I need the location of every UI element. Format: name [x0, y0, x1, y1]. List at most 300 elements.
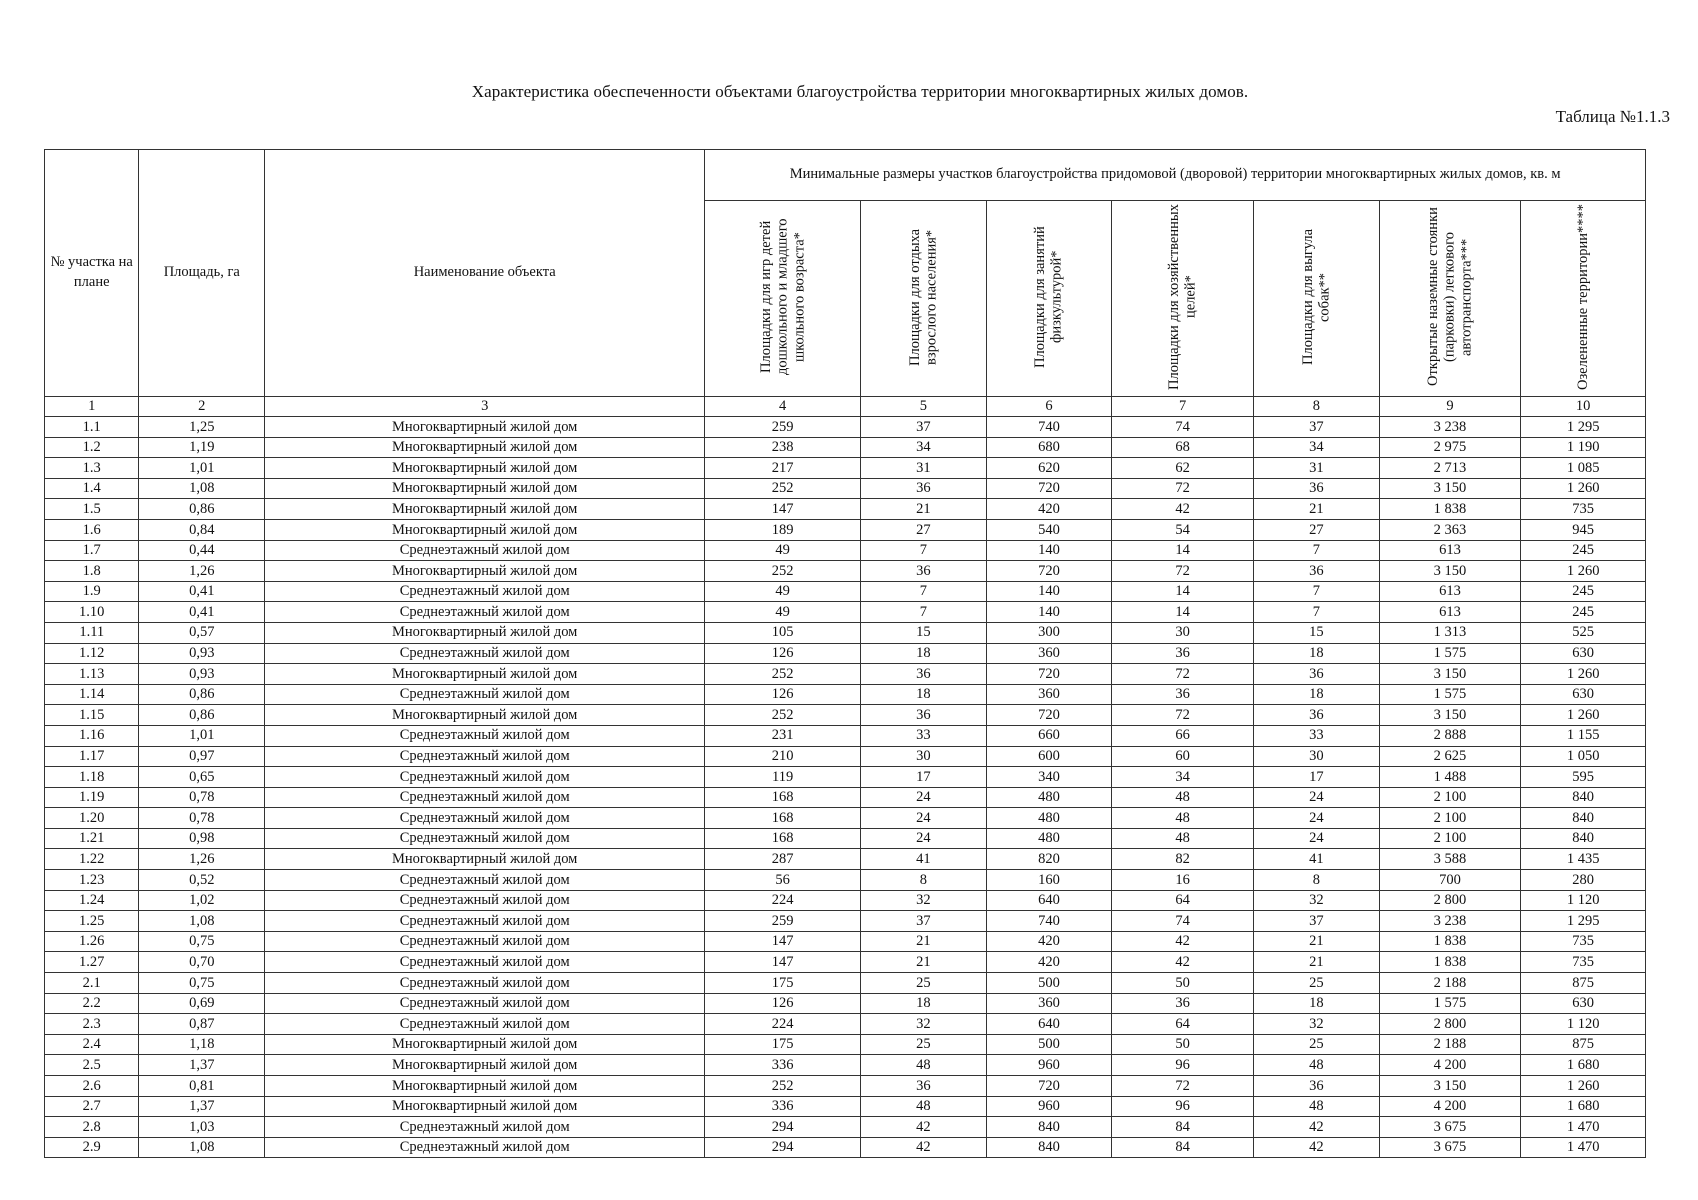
cell-green-areas: 945 — [1521, 519, 1646, 540]
cell-plot-number: 1.23 — [45, 870, 139, 891]
table-row — [45, 1137, 1646, 1158]
cell-green-areas: 630 — [1521, 643, 1646, 664]
cell-plot-number: 1.6 — [45, 519, 139, 540]
cell-adult-rest-areas: 27 — [861, 519, 987, 540]
cell-household-areas: 74 — [1112, 417, 1254, 438]
cell-dog-walking-areas: 33 — [1254, 725, 1380, 746]
header-household-areas-label: Площадки для хозяйственных целей* — [1165, 203, 1199, 390]
table-row — [45, 1076, 1646, 1097]
cell-adult-rest-areas: 15 — [861, 622, 987, 643]
cell-adult-rest-areas: 33 — [861, 725, 987, 746]
cell-dog-walking-areas: 36 — [1254, 478, 1380, 499]
table-row — [45, 1014, 1646, 1035]
cell-household-areas: 84 — [1112, 1137, 1254, 1158]
cell-parking: 2 188 — [1379, 973, 1521, 994]
cell-household-areas: 50 — [1112, 973, 1254, 994]
cell-plot-number: 1.21 — [45, 828, 139, 849]
cell-children-playgrounds: 147 — [705, 931, 861, 952]
cell-object-name: Многоквартирный жилой дом — [265, 478, 705, 499]
cell-area: 0,65 — [139, 767, 265, 788]
cell-sport-areas: 500 — [986, 973, 1112, 994]
cell-green-areas: 1 050 — [1521, 746, 1646, 767]
cell-parking: 2 713 — [1379, 458, 1521, 479]
cell-green-areas: 630 — [1521, 684, 1646, 705]
cell-adult-rest-areas: 32 — [861, 1014, 987, 1035]
cell-adult-rest-areas: 17 — [861, 767, 987, 788]
cell-parking: 3 150 — [1379, 705, 1521, 726]
cell-household-areas: 42 — [1112, 931, 1254, 952]
cell-object-name: Среднеэтажный жилой дом — [265, 911, 705, 932]
cell-plot-number: 1.9 — [45, 581, 139, 602]
cell-dog-walking-areas: 8 — [1254, 870, 1380, 891]
cell-area: 0,87 — [139, 1014, 265, 1035]
cell-dog-walking-areas: 42 — [1254, 1117, 1380, 1138]
cell-plot-number: 1.3 — [45, 458, 139, 479]
cell-household-areas: 42 — [1112, 499, 1254, 520]
cell-parking: 2 100 — [1379, 808, 1521, 829]
column-number: 3 — [265, 397, 705, 417]
cell-dog-walking-areas: 25 — [1254, 1034, 1380, 1055]
cell-children-playgrounds: 294 — [705, 1137, 861, 1158]
cell-plot-number: 1.27 — [45, 952, 139, 973]
cell-household-areas: 82 — [1112, 849, 1254, 870]
cell-area: 0,78 — [139, 787, 265, 808]
table-row — [45, 643, 1646, 664]
table-row — [45, 437, 1646, 458]
cell-adult-rest-areas: 24 — [861, 787, 987, 808]
column-number: 9 — [1379, 397, 1521, 417]
cell-object-name: Многоквартирный жилой дом — [265, 705, 705, 726]
cell-object-name: Среднеэтажный жилой дом — [265, 787, 705, 808]
cell-object-name: Среднеэтажный жилой дом — [265, 870, 705, 891]
cell-area: 0,86 — [139, 684, 265, 705]
header-dog-walking-areas — [1254, 201, 1380, 397]
header-children-playgrounds — [705, 201, 861, 397]
cell-adult-rest-areas: 41 — [861, 849, 987, 870]
cell-sport-areas: 600 — [986, 746, 1112, 767]
cell-object-name: Многоквартирный жилой дом — [265, 664, 705, 685]
cell-children-playgrounds: 252 — [705, 705, 861, 726]
cell-household-areas: 66 — [1112, 725, 1254, 746]
cell-children-playgrounds: 119 — [705, 767, 861, 788]
cell-dog-walking-areas: 18 — [1254, 993, 1380, 1014]
cell-household-areas: 68 — [1112, 437, 1254, 458]
cell-parking: 3 675 — [1379, 1117, 1521, 1138]
cell-children-playgrounds: 168 — [705, 787, 861, 808]
cell-green-areas: 1 260 — [1521, 705, 1646, 726]
cell-sport-areas: 160 — [986, 870, 1112, 891]
cell-sport-areas: 360 — [986, 993, 1112, 1014]
cell-children-playgrounds: 49 — [705, 602, 861, 623]
cell-household-areas: 54 — [1112, 519, 1254, 540]
cell-green-areas: 875 — [1521, 973, 1646, 994]
cell-green-areas: 735 — [1521, 952, 1646, 973]
cell-object-name: Среднеэтажный жилой дом — [265, 540, 705, 561]
cell-sport-areas: 740 — [986, 417, 1112, 438]
cell-children-playgrounds: 126 — [705, 993, 861, 1014]
cell-parking: 1 575 — [1379, 643, 1521, 664]
cell-adult-rest-areas: 37 — [861, 911, 987, 932]
cell-children-playgrounds: 168 — [705, 828, 861, 849]
cell-sport-areas: 960 — [986, 1096, 1112, 1117]
cell-household-areas: 96 — [1112, 1055, 1254, 1076]
cell-object-name: Среднеэтажный жилой дом — [265, 952, 705, 973]
cell-children-playgrounds: 259 — [705, 417, 861, 438]
cell-green-areas: 1 470 — [1521, 1117, 1646, 1138]
cell-plot-number: 2.9 — [45, 1137, 139, 1158]
cell-plot-number: 1.22 — [45, 849, 139, 870]
cell-area: 1,08 — [139, 1137, 265, 1158]
cell-area: 1,01 — [139, 458, 265, 479]
cell-sport-areas: 720 — [986, 561, 1112, 582]
cell-object-name: Многоквартирный жилой дом — [265, 561, 705, 582]
cell-sport-areas: 140 — [986, 540, 1112, 561]
cell-adult-rest-areas: 42 — [861, 1117, 987, 1138]
cell-object-name: Среднеэтажный жилой дом — [265, 993, 705, 1014]
cell-dog-walking-areas: 21 — [1254, 931, 1380, 952]
cell-area: 0,86 — [139, 705, 265, 726]
cell-area: 0,44 — [139, 540, 265, 561]
table-row — [45, 540, 1646, 561]
cell-dog-walking-areas: 34 — [1254, 437, 1380, 458]
cell-sport-areas: 360 — [986, 684, 1112, 705]
header-green-areas-label: Озелененные территории**** — [1574, 203, 1591, 390]
cell-area: 0,93 — [139, 643, 265, 664]
table-row — [45, 705, 1646, 726]
cell-sport-areas: 720 — [986, 1076, 1112, 1097]
cell-area: 1,26 — [139, 561, 265, 582]
cell-children-playgrounds: 336 — [705, 1055, 861, 1076]
cell-dog-walking-areas: 21 — [1254, 499, 1380, 520]
cell-object-name: Многоквартирный жилой дом — [265, 1055, 705, 1076]
cell-green-areas: 245 — [1521, 540, 1646, 561]
cell-adult-rest-areas: 42 — [861, 1137, 987, 1158]
cell-parking: 2 800 — [1379, 1014, 1521, 1035]
cell-parking: 1 313 — [1379, 622, 1521, 643]
cell-household-areas: 14 — [1112, 540, 1254, 561]
cell-parking: 2 363 — [1379, 519, 1521, 540]
cell-plot-number: 1.8 — [45, 561, 139, 582]
cell-dog-walking-areas: 7 — [1254, 540, 1380, 561]
cell-parking: 613 — [1379, 581, 1521, 602]
cell-plot-number: 2.8 — [45, 1117, 139, 1138]
cell-sport-areas: 640 — [986, 1014, 1112, 1035]
header-children-playgrounds-label: Площадки для игр детей дошкольного и младшего школьного возраста* — [757, 218, 807, 376]
cell-adult-rest-areas: 21 — [861, 952, 987, 973]
table-row — [45, 458, 1646, 479]
cell-children-playgrounds: 49 — [705, 581, 861, 602]
cell-object-name: Многоквартирный жилой дом — [265, 417, 705, 438]
cell-plot-number: 2.6 — [45, 1076, 139, 1097]
cell-green-areas: 1 260 — [1521, 664, 1646, 685]
cell-household-areas: 48 — [1112, 808, 1254, 829]
table-row — [45, 911, 1646, 932]
column-number: 1 — [45, 397, 139, 417]
cell-dog-walking-areas: 24 — [1254, 808, 1380, 829]
cell-dog-walking-areas: 15 — [1254, 622, 1380, 643]
cell-object-name: Среднеэтажный жилой дом — [265, 746, 705, 767]
cell-sport-areas: 420 — [986, 952, 1112, 973]
cell-plot-number: 1.24 — [45, 890, 139, 911]
cell-plot-number: 1.1 — [45, 417, 139, 438]
cell-area: 0,78 — [139, 808, 265, 829]
header-household-areas — [1112, 201, 1254, 397]
cell-sport-areas: 500 — [986, 1034, 1112, 1055]
cell-children-playgrounds: 224 — [705, 1014, 861, 1035]
cell-dog-walking-areas: 31 — [1254, 458, 1380, 479]
column-number: 7 — [1112, 397, 1254, 417]
cell-sport-areas: 540 — [986, 519, 1112, 540]
table-row — [45, 931, 1646, 952]
cell-area: 1,37 — [139, 1055, 265, 1076]
cell-object-name: Среднеэтажный жилой дом — [265, 828, 705, 849]
header-dog-walking-areas-label: Площадки для выгула собак** — [1299, 228, 1333, 365]
cell-adult-rest-areas: 48 — [861, 1055, 987, 1076]
cell-sport-areas: 480 — [986, 828, 1112, 849]
cell-adult-rest-areas: 25 — [861, 1034, 987, 1055]
cell-object-name: Среднеэтажный жилой дом — [265, 643, 705, 664]
cell-parking: 3 150 — [1379, 478, 1521, 499]
cell-plot-number: 1.14 — [45, 684, 139, 705]
cell-parking: 3 588 — [1379, 849, 1521, 870]
cell-parking: 1 575 — [1379, 993, 1521, 1014]
cell-adult-rest-areas: 36 — [861, 705, 987, 726]
cell-green-areas: 840 — [1521, 808, 1646, 829]
cell-sport-areas: 300 — [986, 622, 1112, 643]
cell-plot-number: 1.18 — [45, 767, 139, 788]
cell-area: 0,69 — [139, 993, 265, 1014]
cell-children-playgrounds: 49 — [705, 540, 861, 561]
cell-children-playgrounds: 252 — [705, 664, 861, 685]
cell-object-name: Среднеэтажный жилой дом — [265, 767, 705, 788]
header-sport-areas-label: Площадки для занятий физкультурой* — [1032, 225, 1065, 368]
cell-adult-rest-areas: 37 — [861, 417, 987, 438]
cell-children-playgrounds: 189 — [705, 519, 861, 540]
cell-household-areas: 96 — [1112, 1096, 1254, 1117]
cell-children-playgrounds: 210 — [705, 746, 861, 767]
cell-sport-areas: 620 — [986, 458, 1112, 479]
cell-green-areas: 1 470 — [1521, 1137, 1646, 1158]
cell-dog-walking-areas: 24 — [1254, 828, 1380, 849]
cell-object-name: Среднеэтажный жилой дом — [265, 581, 705, 602]
table-row — [45, 725, 1646, 746]
cell-sport-areas: 340 — [986, 767, 1112, 788]
column-number: 4 — [705, 397, 861, 417]
cell-adult-rest-areas: 21 — [861, 931, 987, 952]
table-row — [45, 808, 1646, 829]
cell-adult-rest-areas: 25 — [861, 973, 987, 994]
cell-green-areas: 1 680 — [1521, 1055, 1646, 1076]
cell-dog-walking-areas: 21 — [1254, 952, 1380, 973]
cell-household-areas: 16 — [1112, 870, 1254, 891]
cell-children-playgrounds: 294 — [705, 1117, 861, 1138]
cell-dog-walking-areas: 7 — [1254, 581, 1380, 602]
cell-household-areas: 36 — [1112, 643, 1254, 664]
cell-household-areas: 60 — [1112, 746, 1254, 767]
cell-children-playgrounds: 252 — [705, 478, 861, 499]
cell-household-areas: 72 — [1112, 478, 1254, 499]
cell-household-areas: 50 — [1112, 1034, 1254, 1055]
column-number: 8 — [1254, 397, 1380, 417]
cell-object-name: Многоквартирный жилой дом — [265, 519, 705, 540]
cell-sport-areas: 640 — [986, 890, 1112, 911]
cell-parking: 2 800 — [1379, 890, 1521, 911]
cell-object-name: Многоквартирный жилой дом — [265, 849, 705, 870]
cell-area: 1,02 — [139, 890, 265, 911]
cell-sport-areas: 720 — [986, 664, 1112, 685]
cell-object-name: Многоквартирный жилой дом — [265, 1034, 705, 1055]
cell-sport-areas: 840 — [986, 1117, 1112, 1138]
cell-area: 0,52 — [139, 870, 265, 891]
table-row — [45, 1096, 1646, 1117]
cell-green-areas: 595 — [1521, 767, 1646, 788]
header-parking — [1379, 201, 1521, 397]
cell-children-playgrounds: 231 — [705, 725, 861, 746]
cell-object-name: Среднеэтажный жилой дом — [265, 725, 705, 746]
cell-children-playgrounds: 126 — [705, 684, 861, 705]
cell-area: 0,57 — [139, 622, 265, 643]
cell-parking: 4 200 — [1379, 1096, 1521, 1117]
table-row — [45, 664, 1646, 685]
cell-green-areas: 1 085 — [1521, 458, 1646, 479]
column-number: 2 — [139, 397, 265, 417]
cell-children-playgrounds: 287 — [705, 849, 861, 870]
cell-parking: 2 100 — [1379, 828, 1521, 849]
cell-area: 0,81 — [139, 1076, 265, 1097]
cell-dog-walking-areas: 17 — [1254, 767, 1380, 788]
cell-adult-rest-areas: 24 — [861, 808, 987, 829]
cell-green-areas: 630 — [1521, 993, 1646, 1014]
cell-household-areas: 34 — [1112, 767, 1254, 788]
cell-area: 0,98 — [139, 828, 265, 849]
cell-area: 1,18 — [139, 1034, 265, 1055]
table-row — [45, 849, 1646, 870]
cell-dog-walking-areas: 36 — [1254, 664, 1380, 685]
cell-green-areas: 1 260 — [1521, 561, 1646, 582]
cell-adult-rest-areas: 32 — [861, 890, 987, 911]
cell-parking: 2 100 — [1379, 787, 1521, 808]
cell-dog-walking-areas: 30 — [1254, 746, 1380, 767]
table-row — [45, 519, 1646, 540]
cell-green-areas: 840 — [1521, 787, 1646, 808]
cell-object-name: Среднеэтажный жилой дом — [265, 808, 705, 829]
cell-children-playgrounds: 336 — [705, 1096, 861, 1117]
cell-plot-number: 1.20 — [45, 808, 139, 829]
cell-area: 0,86 — [139, 499, 265, 520]
table-row — [45, 870, 1646, 891]
cell-children-playgrounds: 147 — [705, 952, 861, 973]
cell-plot-number: 1.26 — [45, 931, 139, 952]
cell-green-areas: 280 — [1521, 870, 1646, 891]
cell-area: 1,03 — [139, 1117, 265, 1138]
cell-object-name: Среднеэтажный жилой дом — [265, 931, 705, 952]
cell-dog-walking-areas: 32 — [1254, 1014, 1380, 1035]
cell-area: 1,25 — [139, 417, 265, 438]
header-parking-label: Открытые наземные стоянки (парковки) легкового автотранспорта*** — [1424, 207, 1475, 387]
cell-dog-walking-areas: 48 — [1254, 1055, 1380, 1076]
cell-sport-areas: 820 — [986, 849, 1112, 870]
cell-area: 0,41 — [139, 581, 265, 602]
cell-household-areas: 72 — [1112, 664, 1254, 685]
cell-parking: 1 838 — [1379, 499, 1521, 520]
header-adult-rest-areas-label: Площадки для отдыха взрослого населения* — [906, 228, 940, 366]
cell-green-areas: 1 295 — [1521, 417, 1646, 438]
cell-household-areas: 72 — [1112, 561, 1254, 582]
cell-children-playgrounds: 252 — [705, 561, 861, 582]
cell-sport-areas: 960 — [986, 1055, 1112, 1076]
cell-dog-walking-areas: 41 — [1254, 849, 1380, 870]
cell-dog-walking-areas: 36 — [1254, 705, 1380, 726]
cell-green-areas: 840 — [1521, 828, 1646, 849]
cell-adult-rest-areas: 7 — [861, 581, 987, 602]
table-row — [45, 478, 1646, 499]
cell-dog-walking-areas: 48 — [1254, 1096, 1380, 1117]
cell-sport-areas: 420 — [986, 931, 1112, 952]
cell-object-name: Среднеэтажный жилой дом — [265, 890, 705, 911]
cell-sport-areas: 660 — [986, 725, 1112, 746]
cell-adult-rest-areas: 8 — [861, 870, 987, 891]
cell-parking: 1 488 — [1379, 767, 1521, 788]
cell-household-areas: 72 — [1112, 705, 1254, 726]
header-area: Площадь, га — [139, 150, 265, 397]
cell-object-name: Среднеэтажный жилой дом — [265, 973, 705, 994]
cell-household-areas: 30 — [1112, 622, 1254, 643]
cell-parking: 700 — [1379, 870, 1521, 891]
header-plot-number: № участка на плане — [45, 150, 139, 397]
cell-plot-number: 1.12 — [45, 643, 139, 664]
table-row — [45, 767, 1646, 788]
cell-object-name: Многоквартирный жилой дом — [265, 437, 705, 458]
cell-object-name: Многоквартирный жилой дом — [265, 1076, 705, 1097]
table-row — [45, 622, 1646, 643]
cell-adult-rest-areas: 18 — [861, 643, 987, 664]
cell-area: 1,01 — [139, 725, 265, 746]
table-row — [45, 1117, 1646, 1138]
column-number: 5 — [861, 397, 987, 417]
cell-adult-rest-areas: 36 — [861, 478, 987, 499]
cell-green-areas: 1 190 — [1521, 437, 1646, 458]
table-row — [45, 973, 1646, 994]
cell-green-areas: 1 155 — [1521, 725, 1646, 746]
cell-plot-number: 1.7 — [45, 540, 139, 561]
cell-plot-number: 1.16 — [45, 725, 139, 746]
cell-object-name: Многоквартирный жилой дом — [265, 1096, 705, 1117]
cell-parking: 2 888 — [1379, 725, 1521, 746]
cell-adult-rest-areas: 30 — [861, 746, 987, 767]
cell-plot-number: 2.5 — [45, 1055, 139, 1076]
table-row — [45, 993, 1646, 1014]
cell-parking: 3 150 — [1379, 664, 1521, 685]
cell-area: 0,70 — [139, 952, 265, 973]
cell-parking: 1 838 — [1379, 931, 1521, 952]
cell-sport-areas: 420 — [986, 499, 1112, 520]
cell-dog-walking-areas: 36 — [1254, 1076, 1380, 1097]
cell-sport-areas: 140 — [986, 602, 1112, 623]
table-row — [45, 1034, 1646, 1055]
cell-plot-number: 1.11 — [45, 622, 139, 643]
cell-green-areas: 525 — [1521, 622, 1646, 643]
column-numbers-row — [45, 397, 1646, 417]
cell-green-areas: 245 — [1521, 581, 1646, 602]
cell-sport-areas: 740 — [986, 911, 1112, 932]
cell-parking: 1 575 — [1379, 684, 1521, 705]
cell-children-playgrounds: 175 — [705, 973, 861, 994]
cell-area: 0,97 — [139, 746, 265, 767]
table-row — [45, 787, 1646, 808]
cell-green-areas: 1 260 — [1521, 478, 1646, 499]
cell-sport-areas: 480 — [986, 787, 1112, 808]
cell-adult-rest-areas: 36 — [861, 1076, 987, 1097]
